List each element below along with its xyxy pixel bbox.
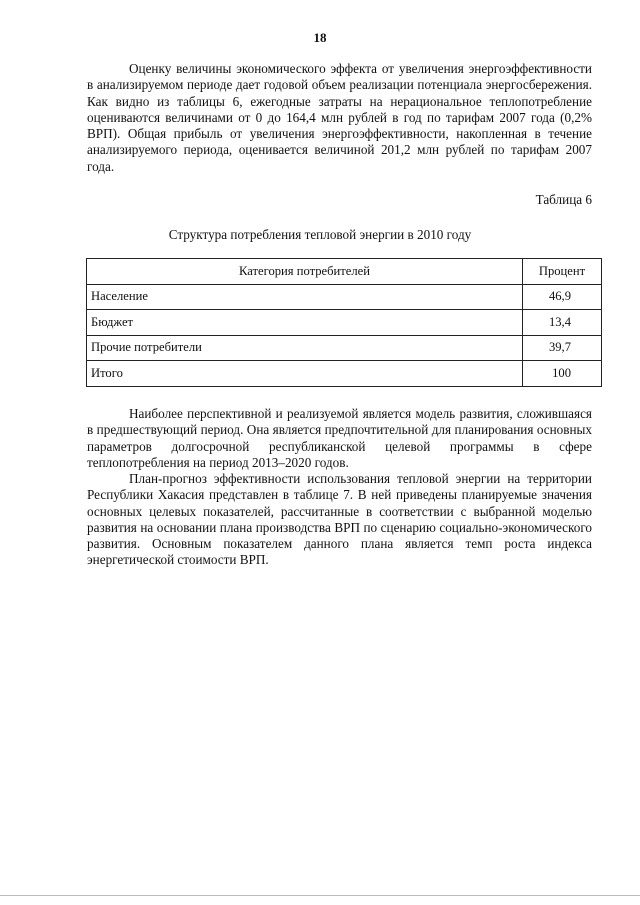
paragraph-forecast-plan: План-прогноз эффективности использования тепловой энергии на территории Республики Хакасия представлен в таблице 7. В ней приведены планируемые значения основных целевых показателей, рассчитанные в соответствии с выбранной моделью развития на основании плана производства ВРП по сценарию социально-экономического развития. Основным показателем данного плана является темп роста индекса энергетической стоимости ВРП. <box>87 471 592 568</box>
table-caption: Таблица 6 <box>535 192 592 207</box>
paragraph-economic-effect: Оценку величины экономического эффекта от увеличения энергоэффективности в анализируемом периоде дает годовой объем реализации потенциала энергосбережения. Как видно из таблицы 6, ежегодные затраты на нерациональное теплопотребление оцениваются величинами от 0 до 164,4 млн рублей в год по тарифам 2007 года (0,2% ВРП). Общая прибыль от увеличения энергоэффективности, накопленная в течение анализируемого периода, оценивается величиной 201,2 млн рублей по тарифам 2007 года. <box>87 61 592 174</box>
row-category: Бюджет <box>87 310 523 336</box>
row-category: Итого <box>87 361 523 387</box>
row-percent: 13,4 <box>523 310 602 336</box>
row-percent: 39,7 <box>523 335 602 361</box>
table-title: Структура потребления тепловой энергии в 2010 году <box>168 227 472 242</box>
row-category: Прочие потребители <box>87 335 523 361</box>
table-row <box>87 284 602 310</box>
heat-consumption-table <box>86 258 602 387</box>
page-number: 18 <box>313 30 327 45</box>
header-percent: Процент <box>523 259 602 285</box>
row-percent: 100 <box>523 361 602 387</box>
table-row <box>87 335 602 361</box>
table-row <box>87 361 602 387</box>
paragraph-development-model: Наиболее перспективной и реализуемой является модель развития, сложившаяся в предшествующий период. Она является предпочтительной для планирования основных параметров долгосрочной республиканской целевой программы в сфере теплопотребления на период 2013–2020 годов. <box>87 406 592 470</box>
page-bottom-divider <box>0 895 640 896</box>
header-category: Категория потребителей <box>87 259 523 285</box>
table-row <box>87 310 602 336</box>
row-percent: 46,9 <box>523 284 602 310</box>
row-category: Население <box>87 284 523 310</box>
table-header-row <box>87 259 602 285</box>
